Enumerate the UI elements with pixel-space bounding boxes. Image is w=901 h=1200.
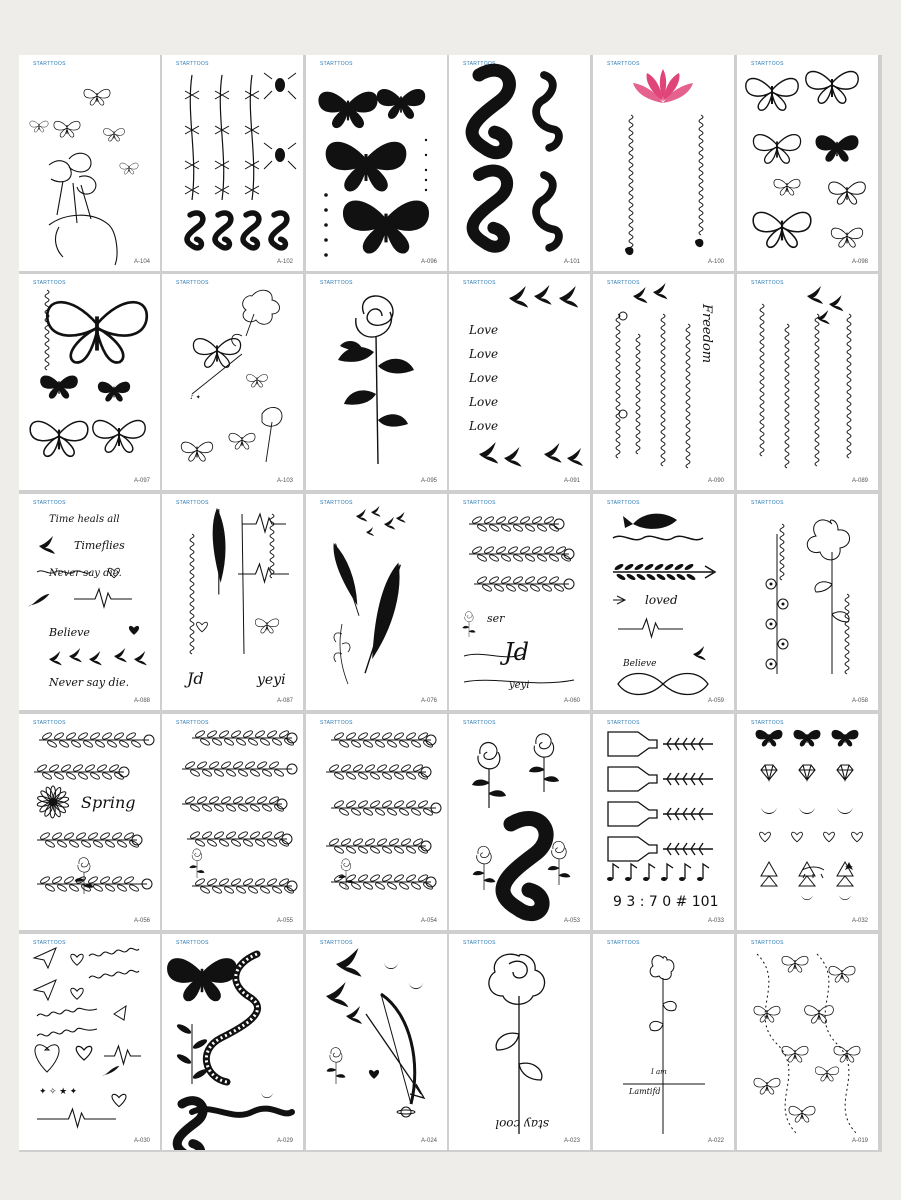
design-code: A-024 [420, 1138, 437, 1144]
tattoo-design [737, 714, 878, 930]
tattoo-design [162, 55, 303, 271]
tattoo-card [593, 934, 734, 1150]
design-code: A-054 [420, 918, 437, 924]
brand-label: STARTTOOS [751, 61, 784, 67]
tattoo-card [306, 274, 447, 490]
tattoo-card [449, 55, 590, 271]
brand-label: STARTTOOS [176, 720, 209, 726]
brand-label: STARTTOOS [176, 940, 209, 946]
tattoo-card [19, 274, 160, 490]
tattoo-card [593, 274, 734, 490]
design-code: A-022 [707, 1138, 724, 1144]
design-code: A-098 [851, 259, 868, 265]
tattoo-card [19, 55, 160, 271]
brand-label: STARTTOOS [320, 280, 353, 286]
script-text: yeyi [257, 672, 286, 688]
tattoo-design [737, 934, 878, 1150]
brand-label: STARTTOOS [463, 500, 496, 506]
brand-label: STARTTOOS [176, 500, 209, 506]
design-code: A-053 [563, 918, 580, 924]
script-text: Freedom [699, 304, 714, 364]
brand-label: STARTTOOS [751, 940, 784, 946]
design-code: A-096 [420, 259, 437, 265]
tattoo-card [737, 494, 878, 710]
script-text: Love [469, 347, 499, 361]
brand-label: STARTTOOS [33, 940, 66, 946]
design-code: A-060 [563, 698, 580, 704]
tattoo-card [737, 274, 878, 490]
design-code: A-095 [420, 478, 437, 484]
tattoo-card [593, 714, 734, 930]
design-code: A-101 [563, 259, 580, 265]
brand-label: STARTTOOS [463, 720, 496, 726]
script-text: Believe [49, 626, 90, 639]
brand-label: STARTTOOS [463, 61, 496, 67]
design-code: A-055 [276, 918, 293, 924]
brand-label: STARTTOOS [33, 280, 66, 286]
tattoo-card [162, 494, 303, 710]
brand-label: STARTTOOS [320, 500, 353, 506]
tattoo-card [737, 55, 878, 271]
tattoo-design [162, 934, 303, 1150]
design-code: A-029 [276, 1138, 293, 1144]
tattoo-card [162, 934, 303, 1150]
tattoo-design [449, 55, 590, 271]
svg-text:✦ ✧ ★ ✦: ✦ ✧ ★ ✦ [39, 1086, 78, 1096]
script-text: Jd [504, 638, 529, 666]
tattoo-design [449, 494, 590, 710]
brand-label: STARTTOOS [607, 61, 640, 67]
brand-label: STARTTOOS [33, 720, 66, 726]
tattoo-design [162, 494, 303, 710]
design-code: A-023 [563, 1138, 580, 1144]
design-code: A-089 [851, 478, 868, 484]
script-text: Spring [81, 793, 136, 812]
script-text: Believe [623, 659, 657, 669]
script-text: Love [469, 419, 499, 433]
tattoo-design [449, 714, 590, 930]
design-code: A-059 [707, 698, 724, 704]
design-code: A-090 [707, 478, 724, 484]
tattoo-design [19, 714, 160, 930]
design-code: A-058 [851, 698, 868, 704]
tattoo-card [449, 714, 590, 930]
brand-label: STARTTOOS [607, 280, 640, 286]
script-text: Never say die. [49, 568, 122, 579]
brand-label: STARTTOOS [607, 940, 640, 946]
script-text: Time heals all [49, 514, 120, 525]
brand-label: STARTTOOS [320, 940, 353, 946]
script-text: Timeflies [74, 539, 125, 552]
design-code: A-030 [133, 1138, 150, 1144]
design-code: A-076 [420, 698, 437, 704]
script-text: Love [469, 371, 499, 385]
tattoo-design [449, 934, 590, 1150]
tattoo-design [162, 274, 303, 490]
brand-label: STARTTOOS [751, 720, 784, 726]
brand-label: STARTTOOS [463, 280, 496, 286]
script-text: stay cool [495, 1117, 549, 1131]
tattoo-design [593, 934, 734, 1150]
tattoo-design [593, 714, 734, 930]
tattoo-design [593, 494, 734, 710]
script-text: Lamtifd [629, 1087, 661, 1096]
tattoo-card [593, 55, 734, 271]
tattoo-card [19, 934, 160, 1150]
tattoo-design [449, 274, 590, 490]
design-code: A-097 [133, 478, 150, 484]
tattoo-card [449, 934, 590, 1150]
brand-label: STARTTOOS [33, 500, 66, 506]
tattoo-card [19, 494, 160, 710]
tattoo-card [162, 55, 303, 271]
tattoo-design [19, 494, 160, 710]
tattoo-card [306, 934, 447, 1150]
design-code: A-100 [707, 259, 724, 265]
tattoo-card [737, 714, 878, 930]
tattoo-design [19, 934, 160, 1150]
brand-label: STARTTOOS [320, 720, 353, 726]
tattoo-card [737, 934, 878, 1150]
tattoo-sheet [19, 55, 882, 1152]
tattoo-design [306, 494, 447, 710]
tattoo-design [19, 55, 160, 271]
design-code: A-102 [276, 259, 293, 265]
brand-label: STARTTOOS [607, 500, 640, 506]
brand-label: STARTTOOS [320, 61, 353, 67]
script-text: ser [487, 612, 505, 625]
design-code: A-088 [133, 698, 150, 704]
design-code: A-091 [563, 478, 580, 484]
tattoo-card [593, 494, 734, 710]
tattoo-design [306, 55, 447, 271]
number-row: 9 3 : 7 0 # 101 [613, 894, 719, 910]
tattoo-card [449, 494, 590, 710]
brand-label: STARTTOOS [33, 61, 66, 67]
design-code: A-087 [276, 698, 293, 704]
design-code: A-019 [851, 1138, 868, 1144]
design-code: A-103 [276, 478, 293, 484]
tattoo-card [19, 714, 160, 930]
script-text: Never say die. [49, 676, 130, 689]
brand-label: STARTTOOS [751, 500, 784, 506]
script-text: Love [469, 395, 499, 409]
script-text: Jd [187, 669, 204, 688]
tattoo-card [162, 274, 303, 490]
tattoo-card [449, 274, 590, 490]
script-text: Love [469, 323, 499, 337]
tattoo-card [162, 714, 303, 930]
script-text: loved [645, 593, 678, 607]
design-code: A-104 [133, 259, 150, 265]
tattoo-design [19, 274, 160, 490]
tattoo-design [162, 714, 303, 930]
brand-label: STARTTOOS [607, 720, 640, 726]
brand-label: STARTTOOS [176, 280, 209, 286]
brand-label: STARTTOOS [751, 280, 784, 286]
tattoo-design [306, 714, 447, 930]
brand-label: STARTTOOS [176, 61, 209, 67]
tattoo-design [593, 55, 734, 271]
tattoo-card [306, 55, 447, 271]
tattoo-design [737, 274, 878, 490]
tattoo-design [306, 274, 447, 490]
script-text: yeyi [509, 680, 530, 691]
design-code: A-032 [851, 918, 868, 924]
tattoo-card [306, 714, 447, 930]
tattoo-design [737, 494, 878, 710]
design-code: A-033 [707, 918, 724, 924]
tattoo-card [306, 494, 447, 710]
design-code: A-056 [133, 918, 150, 924]
tattoo-design [593, 274, 734, 490]
tattoo-design [306, 934, 447, 1150]
brand-label: STARTTOOS [463, 940, 496, 946]
svg-text:♪ ✦: ♪ ✦ [190, 394, 201, 401]
tattoo-design [737, 55, 878, 271]
script-text: I am [651, 1068, 667, 1076]
